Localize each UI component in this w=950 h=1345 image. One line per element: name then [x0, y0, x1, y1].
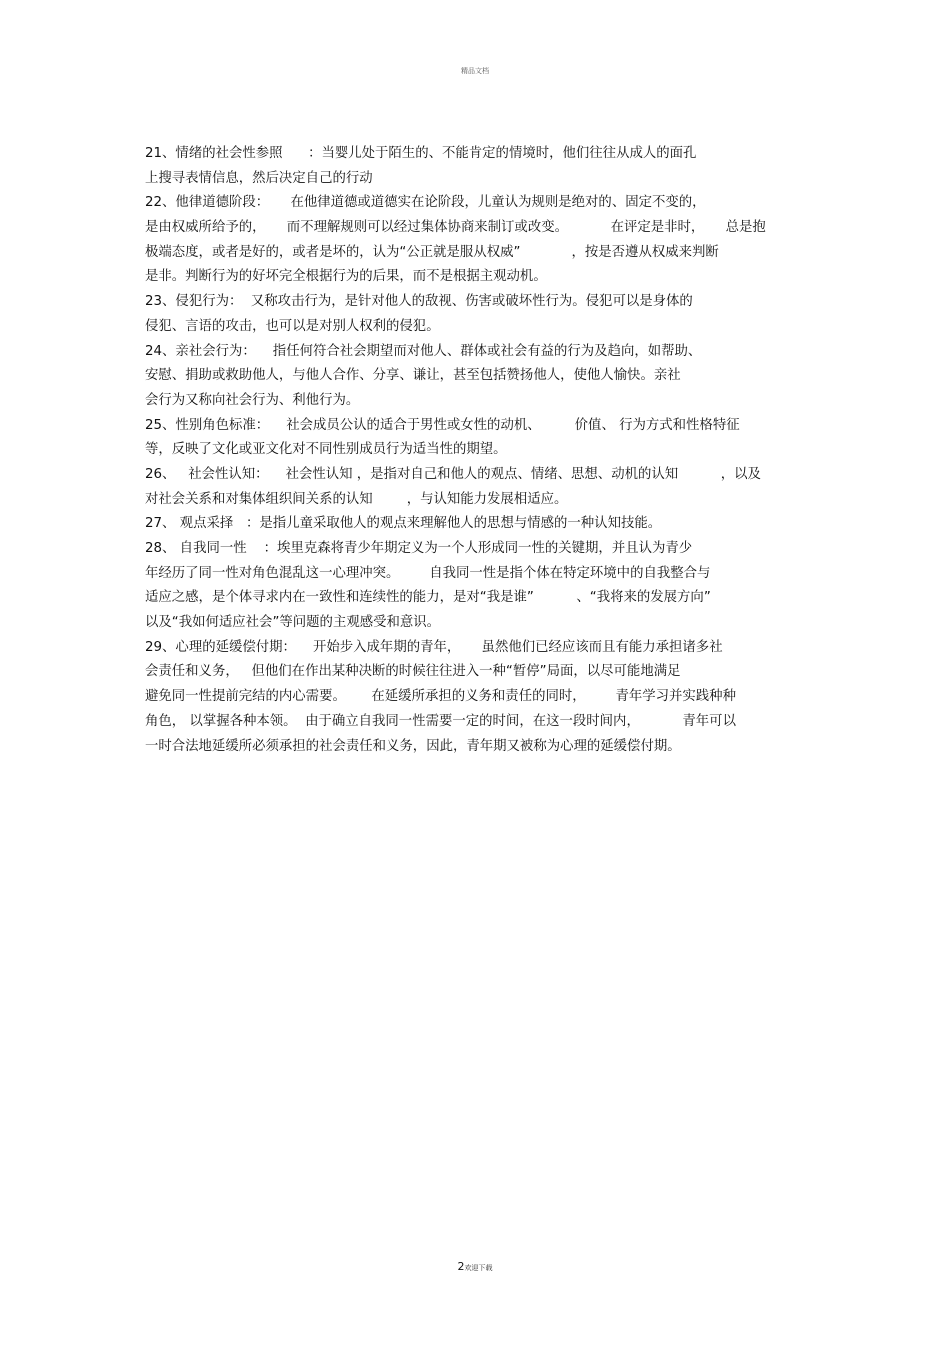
header-note: 精品文档	[461, 67, 489, 75]
text-line: 是非。判断行为的好坏完全根据行为的后果，而不是根据主观动机。	[145, 269, 547, 285]
text-line: 22、他律道德阶段： 在他律道德或道德实在论阶段，儿童认为规则是绝对的、固定不变的，	[145, 195, 706, 211]
text-line: 避免同一性提前完结的内心需要。 在延缓所承担的义务和责任的同时， 青年学习并实践种种	[145, 689, 736, 705]
text-line: 27、 观点采择 ：是指儿童采取他人的观点来理解他人的思想与情感的一种认知技能。	[145, 516, 662, 532]
text-line: 23、侵犯行为： 又称攻击行为，是针对他人的敌视、伤害或破坏性行为。侵犯可以是身体的	[145, 294, 693, 310]
text-line: 28、 自我同一性 ：埃里克森将青少年期定义为一个人形成同一性的关键期，并且认为青少	[145, 541, 693, 556]
text-line: 会责任和义务， 但他们在作出某种决断的时候往往进入一种“暂停”局面，以尽可能地满足	[145, 664, 681, 680]
page-footer	[0, 1260, 950, 1273]
text-line: 适应之感，是个体寻求内在一致性和连续性的能力，是对“我是谁” 、“我将来的发展方向”	[145, 590, 711, 606]
footer-note: 欢迎下载	[464, 1264, 493, 1272]
text-line: 角色， 以掌握各种本领。 由于确立自我同一性需要一定的时间，在这一段时间内， 青年可以	[145, 713, 736, 729]
text-line: 26、 社会性认知： 社会性认知 ，是指对自己和他人的观点、情绪、思想、动机的认知 ，以及	[145, 466, 761, 482]
text-line: 一时合法地延缓所必须承担的社会责任和义务，因此，青年期又被称为心理的延缓偿付期。	[145, 738, 681, 754]
text-line: 极端态度，或者是好的，或者是坏的，认为“公正就是服从权威” ，按是否遵从权威来判断	[145, 244, 719, 260]
text-line: 24、亲社会行为： 指任何符合社会期望而对他人、群体或社会有益的行为及趋向，如帮助、	[145, 343, 702, 359]
text-line: 上搜寻表情信息，然后决定自己的行动	[145, 170, 373, 186]
text-line: 侵犯、言语的攻击，也可以是对别人权利的侵犯。	[145, 318, 440, 334]
text-line: 21、情绪的社会性参照 ：当婴儿处于陌生的、不能肯定的情境时，他们往往从成人的面孔	[145, 146, 697, 161]
page-number: 2	[457, 1260, 465, 1273]
text-line: 对社会关系和对集体组织间关系的认知 ，与认知能力发展相适应。	[145, 491, 568, 507]
text-line: 25、性别角色标准： 社会成员公认的适合于男性或女性的动机、 价值、 行为方式和性格特征	[145, 417, 740, 433]
text-line: 年经历了同一性对角色混乱这一心理冲突。 自我同一性是指个体在特定环境中的自我整合与	[145, 565, 711, 581]
text-line: 会行为又称向社会行为、利他行为。	[145, 392, 360, 408]
text-line: 以及“我如何适应社会”等问题的主观感受和意识。	[145, 615, 441, 631]
document-body	[145, 142, 810, 759]
text-line: 等，反映了文化或亚文化对不同性别成员行为适当性的期望。	[145, 442, 507, 458]
text-line: 是由权威所给予的， 而不理解规则可以经过集体协商来制订或改变。 在评定是非时， 总是抱	[145, 220, 766, 236]
text-line: 安慰、捐助或救助他人，与他人合作、分享、谦让，甚至包括赞扬他人，使他人愉快。亲社	[145, 368, 681, 384]
text-line: 29、心理的延缓偿付期： 开始步入成年期的青年， 虽然他们已经应该而且有能力承担诸多社	[145, 639, 723, 655]
